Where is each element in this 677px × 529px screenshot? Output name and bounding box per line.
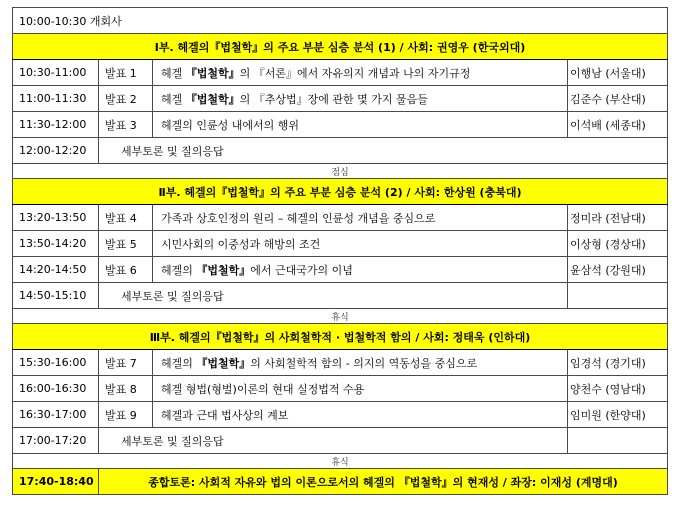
- talk-title: [153, 231, 568, 257]
- talk-speaker: 정미라 (전남대): [568, 205, 668, 231]
- talk-speaker: 양천수 (영남대): [568, 376, 668, 402]
- talk-title-pre: 헤겔의: [161, 263, 197, 277]
- talk-title-pre: 헤겔 형법(형벌)이론의 현대 실정법적 수용: [161, 382, 365, 396]
- talk-speaker: 이상형 (경상대): [568, 231, 668, 257]
- talk-time: 11:00-11:30: [13, 86, 99, 112]
- program-schedule-table: [12, 7, 668, 495]
- section-title: Ⅲ부. 헤겔의『법철학』의 사회철학적 · 법철학적 함의: [149, 330, 412, 344]
- talk-time: 13:50-14:20: [13, 231, 99, 257]
- talk-row: [13, 112, 668, 138]
- empty-cell: [568, 283, 668, 309]
- opening-time: 10:00-10:30: [19, 14, 87, 28]
- talk-speaker: 윤삼석 (강원대): [568, 257, 668, 283]
- talk-time: 16:00-16:30: [13, 376, 99, 402]
- talk-title-book: 『법철학』: [185, 92, 240, 106]
- talk-title-pre: 헤겔: [161, 66, 186, 80]
- break-row: [13, 454, 668, 469]
- discussion-time: 17:00-17:20: [13, 428, 99, 454]
- talk-label: 발표 3: [99, 112, 153, 138]
- discussion-row: [13, 283, 668, 309]
- talk-title: [153, 60, 568, 86]
- section-title: Ⅱ부. 헤겔의『법철학』의 주요 부분 심층 분석 (2): [158, 185, 403, 199]
- talk-time: 16:30-17:00: [13, 402, 99, 428]
- section-header: [13, 34, 668, 60]
- talk-title-pre: 헤겔의: [161, 356, 197, 370]
- talk-title-pre: 가족과 상호인정의 원리 – 헤겔의 인륜성 개념을 중심으로: [161, 211, 436, 225]
- discussion-label: 세부토론 및 질의응답: [99, 283, 568, 309]
- section-chair: 사회: 한상원 (충북대): [414, 185, 522, 199]
- talk-time: 10:30-11:00: [13, 60, 99, 86]
- talk-row: [13, 376, 668, 402]
- closing-cell: [99, 469, 668, 495]
- talk-row: [13, 350, 668, 376]
- talk-title: [153, 112, 568, 138]
- talk-label: 발표 6: [99, 257, 153, 283]
- talk-row: [13, 402, 668, 428]
- talk-title-book: 『법철학』: [196, 263, 251, 277]
- talk-row: [13, 205, 668, 231]
- talk-row: [13, 86, 668, 112]
- section-title: Ⅰ부. 헤겔의『법철학』의 주요 부분 심층 분석 (1): [154, 40, 396, 54]
- talk-label: 발표 7: [99, 350, 153, 376]
- closing-title: 종합토론: 사회적 자유와 법의 이론으로서의 헤겔의 『법철학』의 현재성: [148, 475, 499, 489]
- talk-title-post: 의 『서론』에서 자유의지 개념과 나의 자기규정: [239, 66, 471, 80]
- talk-label: 발표 1: [99, 60, 153, 86]
- talk-title-pre: 헤겔: [161, 92, 186, 106]
- break-label: 휴식: [13, 309, 668, 324]
- section-separator: /: [399, 40, 404, 54]
- talk-speaker: 임미원 (한양대): [568, 402, 668, 428]
- talk-time: 13:20-13:50: [13, 205, 99, 231]
- talk-title-post: 에서 근대국가의 이념: [250, 263, 353, 277]
- talk-time: 15:30-16:00: [13, 350, 99, 376]
- empty-cell: [568, 428, 668, 454]
- talk-title-post: 의 『추상법』장에 관한 몇 가지 물음들: [239, 92, 428, 106]
- talk-speaker: 이석배 (세종대): [568, 112, 668, 138]
- break-label: 휴식: [13, 454, 668, 469]
- talk-row: [13, 60, 668, 86]
- talk-label: 발표 8: [99, 376, 153, 402]
- break-row: [13, 164, 668, 179]
- section-separator: /: [415, 330, 420, 344]
- closing-separator: /: [502, 475, 507, 489]
- discussion-time: 12:00-12:20: [13, 138, 99, 164]
- section-header: [13, 324, 668, 350]
- section-chair: 사회: 정태욱 (인하대): [423, 330, 531, 344]
- talk-row: [13, 231, 668, 257]
- section-chair: 사회: 권영우 (한국외대): [407, 40, 526, 54]
- closing-row: [13, 469, 668, 495]
- closing-chair: 좌장: 이재성 (계명대): [510, 475, 618, 489]
- discussion-label: 세부토론 및 질의응답: [99, 428, 568, 454]
- opening-cell: [13, 8, 668, 34]
- talk-title-book: 『법철학』: [196, 356, 251, 370]
- talk-speaker: 임경석 (경기대): [568, 350, 668, 376]
- talk-title: [153, 86, 568, 112]
- talk-title: [153, 205, 568, 231]
- discussion-row: [13, 138, 668, 164]
- talk-speaker: 김준수 (부산대): [568, 86, 668, 112]
- section-header-row: [13, 34, 668, 60]
- talk-label: 발표 4: [99, 205, 153, 231]
- talk-title-book: 『법철학』: [185, 66, 240, 80]
- talk-speaker: 이행남 (서울대): [568, 60, 668, 86]
- talk-label: 발표 9: [99, 402, 153, 428]
- break-row: [13, 309, 668, 324]
- talk-title: [153, 376, 568, 402]
- talk-label: 발표 2: [99, 86, 153, 112]
- talk-title-post: 의 사회철학적 함의 - 의지의 역동성을 중심으로: [250, 356, 478, 370]
- section-header: [13, 179, 668, 205]
- talk-time: 11:30-12:00: [13, 112, 99, 138]
- closing-time: 17:40-18:40: [13, 469, 99, 495]
- talk-title-pre: 시민사회의 이중성과 해방의 조건: [161, 237, 321, 251]
- talk-title: [153, 350, 568, 376]
- section-separator: /: [406, 185, 411, 199]
- discussion-time: 14:50-15:10: [13, 283, 99, 309]
- break-label: 점심: [13, 164, 668, 179]
- discussion-row: [13, 428, 668, 454]
- talk-title: [153, 402, 568, 428]
- talk-label: 발표 5: [99, 231, 153, 257]
- talk-title-pre: 헤겔과 근대 법사상의 계보: [161, 408, 289, 422]
- section-header-row: [13, 324, 668, 350]
- opening-row: [13, 8, 668, 34]
- talk-row: [13, 257, 668, 283]
- talk-time: 14:20-14:50: [13, 257, 99, 283]
- talk-title-pre: 헤겔의 인륜성 내에서의 행위: [161, 118, 300, 132]
- discussion-label: 세부토론 및 질의응답: [99, 138, 668, 164]
- talk-title: [153, 257, 568, 283]
- section-header-row: [13, 179, 668, 205]
- opening-label: 개회사: [89, 14, 122, 28]
